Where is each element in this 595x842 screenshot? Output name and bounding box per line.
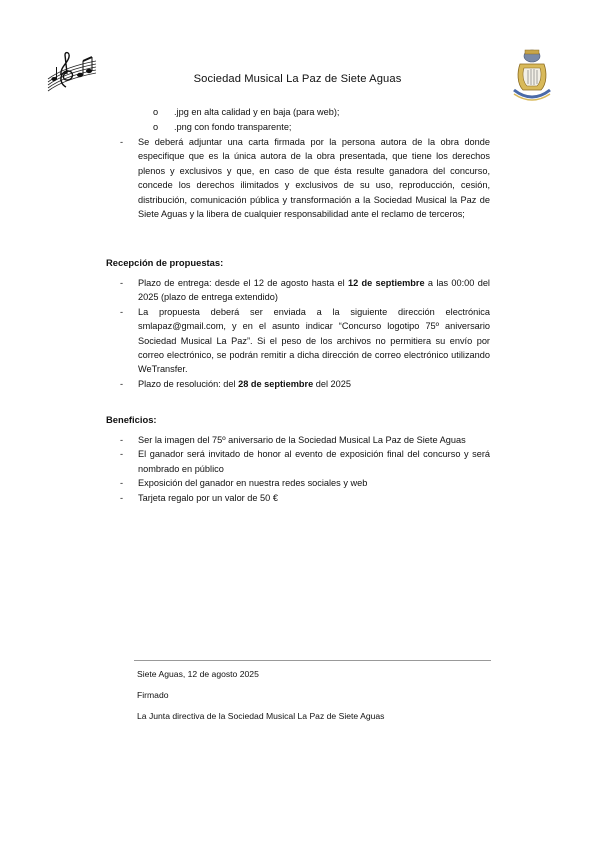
- footer-divider: [134, 660, 491, 661]
- dash-bullet: -: [120, 449, 124, 460]
- resolution-text-start: Plazo de resolución: del: [138, 378, 239, 389]
- deadline-text-start: Plazo de entrega: desde el 12 de agosto hasta el: [138, 278, 348, 288]
- dash-bullet: -: [120, 478, 124, 489]
- benefit-text: Ser la imagen del 75º aniversario de la Sociedad Musical La Paz de Siete Aguas: [138, 435, 466, 445]
- footer-place-date: Siete Aguas, 12 de agosto 2025: [137, 669, 259, 679]
- list-item: [120, 276, 490, 305]
- list-item: [120, 135, 490, 221]
- list-item: [120, 377, 490, 391]
- list-item: [120, 305, 490, 377]
- resolution-text-end: del 2025: [313, 378, 351, 389]
- requirement-text: Se deberá adjuntar una carta firmada por la persona autora de la obra donde especifique que es la única autora de la obra presentada, que tiene los derechos plenos y exclusivos y que, en caso de que ésta resulte ganadora del concurso, concede los derechos ilimitados y exclusivos de su uso, reproducción, cesión, distribución, comunicación pública y transformación a la Sociedad Musical la Paz de Siete Aguas y la libera de cualquier responsabilidad ante el reclamo de terceros;: [138, 137, 490, 220]
- benefits-list: [120, 433, 490, 505]
- deadline-date: 12 de septiembre: [347, 278, 425, 288]
- benefit-text: El ganador será invitado de honor al evento de exposición final del concurso y será nombrado en público: [138, 449, 490, 474]
- footer-signed: Firmado: [137, 690, 169, 700]
- submission-text: La propuesta deberá ser enviada a la siguiente dirección electrónica smlapaz@gmail.com, y en el asunto indicar “Concurso logotipo 75º aniversario Sociedad Musical La Paz”. Si el peso de los archivos no permitiera su envío por correo electrónico, se podrán remitir a dicha dirección de correo electrónico utilizando WeTransfer.: [138, 306, 490, 375]
- requirements-list: [120, 135, 490, 221]
- circle-bullet: o: [153, 122, 159, 132]
- circle-bullet: o: [153, 107, 159, 117]
- list-item: [120, 491, 490, 505]
- dash-bullet: -: [120, 378, 124, 389]
- benefit-text: Exposición del ganador en nuestra redes sociales y web: [138, 478, 368, 489]
- reception-list: [120, 276, 490, 391]
- music-notes-clef-icon: [44, 49, 100, 93]
- lyre-emblem-icon: [511, 46, 553, 106]
- dash-bullet: -: [120, 306, 124, 317]
- format-item-text: .png con fondo transparente;: [174, 122, 292, 132]
- deadline-text-end: a las 00:00 del 2025 (plazo de entrega extendido): [138, 278, 490, 303]
- benefits-heading: Beneficios:: [106, 414, 157, 425]
- list-item: [120, 476, 490, 490]
- page-header-title: Sociedad Musical La Paz de Siete Aguas: [193, 73, 402, 85]
- dash-bullet: -: [120, 137, 124, 147]
- format-item-text: .jpg en alta calidad y en baja (para web);: [174, 107, 340, 117]
- dash-bullet: -: [120, 492, 124, 503]
- resolution-date: 28 de septiembre: [238, 378, 314, 389]
- benefit-text: Tarjeta regalo por un valor de 50 €: [138, 492, 278, 503]
- list-item: [120, 447, 490, 476]
- list-item: [120, 433, 490, 447]
- dash-bullet: -: [120, 435, 124, 445]
- dash-bullet: -: [120, 278, 124, 288]
- footer-signatory: La Junta directiva de la Sociedad Musical La Paz de Siete Aguas: [137, 711, 385, 721]
- reception-heading: Recepción de propuestas:: [106, 257, 224, 268]
